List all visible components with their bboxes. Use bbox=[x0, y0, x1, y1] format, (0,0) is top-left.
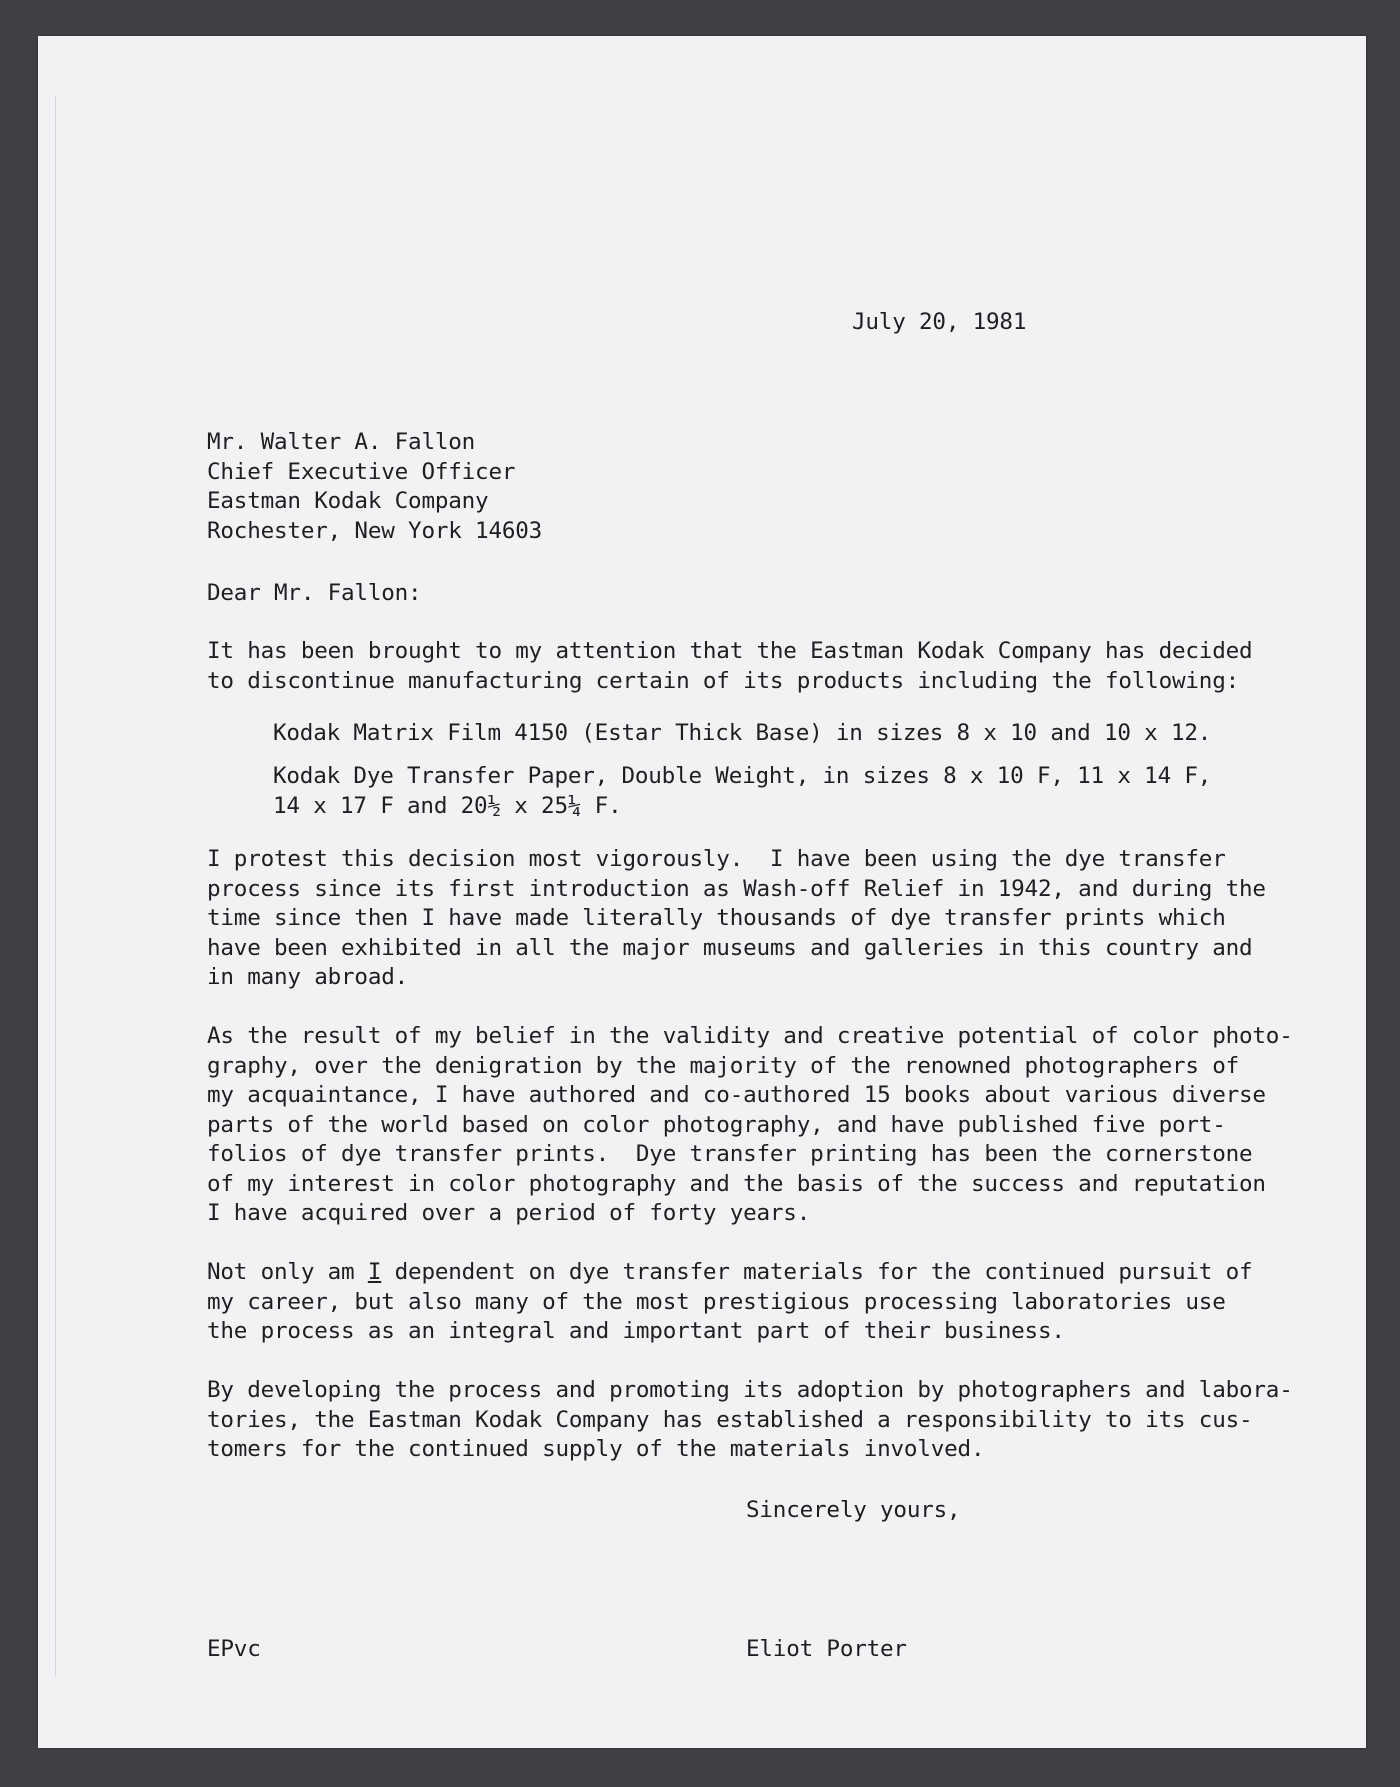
paragraph-line: folios of dye transfer prints. Dye transfer printing has been the cornerstone bbox=[207, 1141, 1253, 1167]
paragraph-line: my acquaintance, I have authored and co-authored 15 books about various diverse bbox=[207, 1082, 1266, 1108]
paragraph-line bbox=[207, 1258, 1252, 1288]
paragraph-text: Not only am bbox=[207, 1259, 368, 1285]
page-edge-line bbox=[55, 96, 56, 1676]
paragraph-line: parts of the world based on color photography, and have published five port- bbox=[207, 1111, 1226, 1138]
emphasized-word: I bbox=[367, 1259, 382, 1285]
paragraph-line: I have acquired over a period of forty years. bbox=[207, 1200, 811, 1226]
paragraph-line: As the result of my belief in the validity and creative potential of color photo- bbox=[207, 1023, 1293, 1049]
paragraph-line: of my interest in color photography and the basis of the success and reputation bbox=[207, 1170, 1266, 1197]
salutation: Dear Mr. Fallon: bbox=[207, 580, 422, 606]
recipient-line: Eastman Kodak Company bbox=[207, 488, 489, 514]
paragraph-line: my career, but also many of the most prestigious processing laboratories use bbox=[207, 1288, 1226, 1315]
paragraph-line: graphy, over the denigration by the majority of the renowned photographers of bbox=[207, 1052, 1239, 1079]
paragraph-line: tories, the Eastman Kodak Company has established a responsibility to its cus- bbox=[207, 1406, 1253, 1433]
paragraph-line: It has been brought to my attention that the Eastman Kodak Company has decided bbox=[207, 638, 1253, 664]
paragraph-line: in many abroad. bbox=[207, 964, 409, 990]
paragraph-line: time since then I have made literally thousands of dye transfer prints which bbox=[207, 905, 1226, 931]
paragraph-line: I protest this decision most vigorously. I have been using the dye transfer bbox=[207, 846, 1226, 872]
recipient-line: Rochester, New York 14603 bbox=[207, 517, 543, 544]
letter-date: July 20, 1981 bbox=[852, 309, 1027, 335]
signature-name: Eliot Porter bbox=[746, 1636, 907, 1662]
closing: Sincerely yours, bbox=[746, 1497, 961, 1523]
paragraph-line: tomers for the continued supply of the materials involved. bbox=[207, 1436, 985, 1462]
typist-initials: EPvc bbox=[207, 1636, 261, 1662]
recipient-line: Chief Executive Officer bbox=[207, 458, 516, 485]
product-line: 14 x 17 F and 20½ x 25¼ F. bbox=[273, 792, 622, 819]
paragraph-line: process since its first introduction as Wash-off Relief in 1942, and during the bbox=[207, 875, 1266, 902]
paragraph-line: to discontinue manufacturing certain of its products including the following: bbox=[207, 667, 1239, 694]
paragraph-line: the process as an integral and important part of their business. bbox=[207, 1318, 1065, 1344]
product-line: Kodak Dye Transfer Paper, Double Weight, in sizes 8 x 10 F, 11 x 14 F, bbox=[273, 763, 1212, 789]
paragraph-line: have been exhibited in all the major museums and galleries in this country and bbox=[207, 934, 1253, 961]
recipient-line: Mr. Walter A. Fallon bbox=[207, 429, 476, 455]
paragraph-text: dependent on dye transfer materials for the continued pursuit of bbox=[381, 1259, 1253, 1285]
letter-page bbox=[38, 36, 1366, 1748]
product-line: Kodak Matrix Film 4150 (Estar Thick Base) in sizes 8 x 10 and 10 x 12. bbox=[273, 720, 1212, 746]
paragraph-line: By developing the process and promoting its adoption by photographers and labora- bbox=[207, 1377, 1293, 1403]
